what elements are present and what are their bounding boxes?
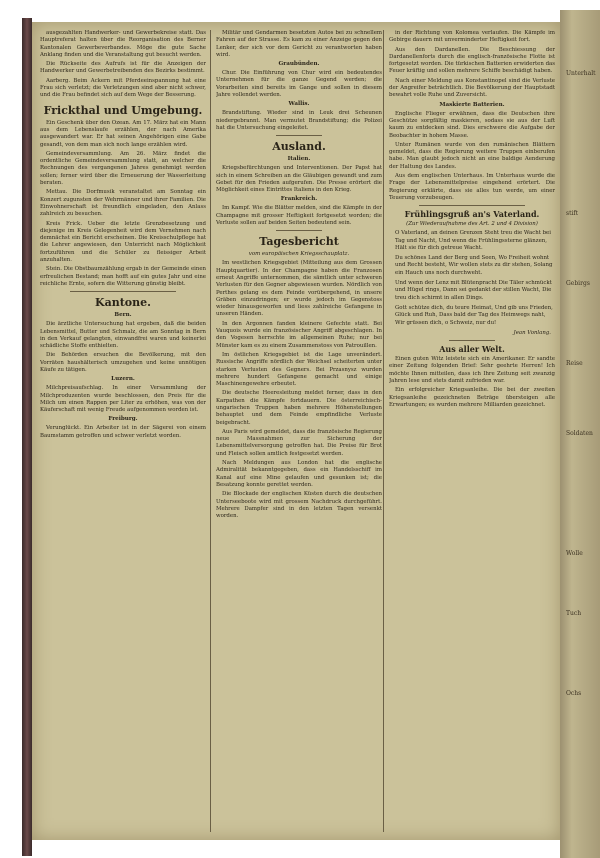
paragraph: Im westlichen Kriegsgebiet (Mitteilung aus dem Grossen Hauptquartier). In der Champagne haben die Franzosen erneut Angriffe unternommen, die sämtlich unter schweren Verlusten für den Gegner abgewiesen wurden. Nördlich von Perthes gelang es dem Feinde vorübergehend, in unsere Gräben einzudringen; er wurde jedoch im Gegenstoss wieder hinausgeworfen und liess zahlreiche Gefangene in unseren Händen. (216, 260, 382, 318)
paragraph: Unter Rumänen wurde von den rumänischen Blättern gemeldet, dass die Regierung weitere Truppen einberufen habe. Man glaubt jedoch nicht an eine baldige Aenderung der Haltung des Landes. (389, 141, 555, 170)
paragraph: Kreis Frick. Ueber die letzte Grenzbesetzung und diejenige im Kreis Gelegenheit wird dem Vernehmen nach demnächst ein Bericht erscheinen. Die Kreisschulpflege hat die Lehrer angewiesen, den Unterricht nach Möglichkeit fortzuführen und die Schüler zu fleissiger Arbeit anzuhalten. (40, 220, 206, 264)
paragraph: in der Richtung von Kolomea verlaufen. Die Kämpfe im Gebirge dauern mit unverminderter Heftigkeit fort. (389, 30, 555, 44)
edge-fragment: Gebirgs (566, 280, 590, 287)
paragraph: In den Argonnen fanden kleinere Gefechte statt. Bei Vauquois wurde ein französischer Angriff abgeschlagen. In den Vogesen herrschte im allgemeinen Ruhe; nur bei Münster kam es zu einem Zusammenstoss von Patrouillen. (216, 320, 382, 349)
paragraph: Milchpreisaufschlag. In einer Versammlung der Milchproduzenten wurde beschlossen, den Preis für die Milch um einen Rappen per Liter zu erhöhen, was von der Käuferschaft mit wenig Freude aufgenommen worden ist. (40, 385, 206, 414)
paragraph: Nach einer Meldung aus Konstantinopel sind die Verluste der Angreifer beträchtlich. Die Bevölkerung der Hauptstadt bewahrt volle Ruhe und Zuversicht. (389, 77, 555, 99)
edge-fragment: Tuch (566, 610, 582, 617)
divider (449, 340, 495, 341)
paragraph: Englische Flieger erwähnen, dass die Deutschen ihre Geschütze sorgfältig maskieren, sodass sie aus der Luft kaum zu entdecken sind. Dies erschwere die Aufgabe der Beobachter in hohem Masse. (389, 110, 555, 139)
binding-spine (22, 18, 32, 856)
adjacent-page-edge (560, 10, 600, 858)
paragraph: Militär und Gendarmen besetzten Autos bei zu schnellem Fahren auf der Strasse. Es kam zu einer Anzeige gegen den Lenker, der sich vor dem Gericht zu verantworten haben wird. (216, 30, 382, 58)
paragraph: Die Blockade der englischen Küsten durch die deutschen Unterseeboote wird mit grossem Nachdruck durchgeführt. Mehrere Dampfer sind in den letzten Tagen versenkt worden. (216, 491, 382, 520)
paragraph: Verunglückt. Ein Arbeiter ist in der Sägerei von einem Baumstamm getroffen und schwer verletzt worden. (40, 425, 206, 439)
subheading: Italien. (287, 156, 311, 163)
column-1 (40, 30, 206, 832)
paragraph: Kriegsbefürchtungen und Interventionen. Der Papst hat sich in einem Schreiben an die Gläubigen gewandt und zum Gebet für den Frieden aufgerufen. Die Presse erörtert die Möglichkeit eines Eintrittes Italiens in den Krieg. (216, 165, 382, 194)
paragraph: Ein erfolgreicher Kriegsanleihe. Die bei der zweiten Kriegsanleihe gezeichneten Beträge übersteigen alle Erwartungen; es wurden mehrere Milliarden gezeichnet. (389, 387, 555, 408)
paragraph: Nach Meldungen aus London hat die englische Admiralität bekanntgegeben, dass ein Handelsschiff im Kanal auf eine Mine gelaufen und gesunken ist; die Besatzung konnte gerettet werden. (216, 460, 382, 488)
paragraph: Chur. Die Einführung von Chur wird ein bedeutendes Unternehmen für die ganze Gegend werden; die Vorarbeiten sind bereits im Gange und sollen in diesem Jahre vollendet werden. (216, 70, 382, 99)
column-3 (389, 30, 555, 832)
poem-stanza: Gott schütze dich, du teure Heimat, Und gib uns Frieden, Glück und Ruh, Dass bald der Tag des Heimwegs naht, Wir grüssen dich, o Schweiz, nur du! (395, 304, 553, 326)
poem-stanza: Und wenn der Lenz mit Blütenpracht Die Täler schmückt und Hügel rings, Dann sei gedankt der stillen Wacht, Die treu dich schirmt in allen Dings. (395, 280, 552, 301)
paragraph: Ein Geschenk über den Ozean. Am 17. März hat ein Mann aus dem Lebenslaufe erzählen, der nach Amerika ausgewandert war. Er hat seinen Angehörigen eine Gabe gesandt, von dem man sich noch lange erzählen wird. (40, 119, 206, 148)
edge-fragment: Reise (566, 360, 583, 367)
edge-fragment: Soldaten (566, 430, 593, 437)
paragraph: Aus dem englischen Unterhaus. Im Unterhaus wurde die Frage der Lebensmittelpreise eingehend erörtert. Die Regierung erklärte, dass sie alles tun werde, um einer Teuerung vorzubeugen. (389, 173, 555, 201)
section-heading: Aus aller Welt. (439, 344, 505, 355)
paragraph: Im östlichen Kriegsgebiet ist die Lage unverändert. Russische Angriffe nördlich der Weichsel scheiterten unter starken Verlusten des Gegners. Bei Przasnysz wurden mehrere hundert Gefangene gemacht und einige Maschinengewehre erbeutet. (216, 351, 382, 388)
subheading: Maskierte Batterien. (439, 101, 505, 108)
edge-fragment: Wolle (566, 550, 583, 557)
paragraph: Die deutsche Heeresleitung meldet ferner, dass in den Karpathen die Kämpfe fortdauern. Die österreichisch-ungarischen Truppen haben mehrere Höhenstellungen behauptet und dem Feinde empfindliche Verluste beigebracht. (216, 390, 382, 426)
edge-fragment: Unterhalt (566, 70, 596, 77)
paragraph: Im Kampf. Wie die Blätter melden, sind die Kämpfe in der Champagne mit grosser Heftigkeit fortgesetzt worden; die Verluste sollen auf beiden Seiten bedeutend sein. (216, 205, 382, 227)
column-2 (216, 30, 382, 832)
paragraph: Die Behörden ersuchen die Bevölkerung, mit den Vorräten haushälterisch umzugehen und keine unnötigen Käufe zu tätigen. (40, 352, 206, 373)
poem-subtitle: (Zur Wiederaufnahme des Art. 2 und 4 Division) (406, 221, 538, 228)
divider (70, 291, 176, 292)
poem-stanza: O Vaterland, an deinen Grenzen Steht treu die Wacht bei Tag und Nacht, Und wenn die Frühlingssterne glänzen, Hält sie für dich getreue Wacht. (395, 230, 551, 251)
section-heading: Ausland. (272, 140, 326, 154)
paragraph: Die ärztliche Untersuchung hat ergeben, daß die beiden Lebensmittel, Butter und Schmalz, die am Sonntag in Bern in den Verkauf gelangten, einwandfrei waren und keinerlei schädliche Stoffe enthielten. (40, 321, 206, 350)
subheading: vom europäischen Kriegsschauplatz. (248, 251, 350, 258)
paragraph: Mettau. Die Dorfmusik veranstaltet am Sonntag ein Konzert zugunsten der Wehrmänner und ihrer Familien. Die Einwohnerschaft ist freundlich eingeladen, den Anlass zahlreich zu besuchen. (40, 189, 206, 218)
subheading: Frankreich. (280, 196, 318, 203)
edge-fragment: stift (566, 210, 579, 217)
paragraph: Aus Paris wird gemeldet, dass die französische Regierung neue Massnahmen zur Sicherung der Lebensmittelversorgung getroffen hat. Die Preise für Brot und Fleisch sollen amtlich festgesetzt werden. (216, 428, 382, 457)
poem-stanza: Du schönes Land der Berg und Seen, Wo Freiheit wohnt und Recht besteht, Wir wollen stets zu dir stehen, Solang ein Hauch uns noch durchweht. (395, 255, 553, 276)
divider (419, 205, 525, 206)
section-heading: Frickthal und Umgebung. (43, 103, 203, 117)
paragraph: Aus den Dardanellen. Die Beschiessung der Dardanellenforts durch die englisch-französische Flotte ist fortgesetzt worden. Die türkischen Batterien erwiderten das Feuer kräftig und sollen mehrere Schiffe beschädigt haben. (389, 46, 555, 75)
divider (276, 230, 322, 231)
paragraph: Die Rückseite des Aufrufs ist für die Anzeigen der Handwerker und Gewerbetreibenden des Bezirks bestimmt. (40, 61, 206, 75)
divider (276, 135, 322, 136)
newspaper-page (32, 22, 560, 840)
subheading: Wallis. (288, 101, 310, 108)
column-rule (210, 30, 211, 832)
section-heading: Tagesbericht (259, 235, 339, 249)
paragraph: Stein. Die Obstbaumzählung ergab in der Gemeinde einen erfreulichen Bestand; man hofft auf ein gutes Jahr und eine reichliche Ernte, sofern die Witterung günstig bleibt. (40, 266, 206, 287)
poem-title: Frühlingsgruß an's Vaterland. (404, 209, 540, 220)
paragraph: ausgezahlten Handwerker- und Gewerbekreise statt. Das Hauptreferat halten über die Reorganisation des Berner Kantonalen Gewerbeverbandes. Möge die gute Sache Anklang finden und die Veranstaltung gut besucht werden. (40, 30, 206, 58)
section-heading: Kantone. (95, 296, 151, 310)
paragraph: Einen guten Witz leistete sich ein Amerikaner. Er sandte einer Zeitung folgenden Brief: Sehr geehrte Herren! Ich möchte Ihnen mitteilen, dass ich Ihre Zeitung seit zwanzig Jahren lese und stets damit zufrieden war. (389, 356, 555, 384)
edge-fragment: Ochs (566, 690, 582, 697)
paragraph: Brandstiftung. Wieder sind in Leuk drei Scheunen niedergebrannt. Man vermutet Brandstiftung; die Polizei hat die Untersuchung eingeleitet. (216, 110, 382, 131)
paragraph: Gemeindeversammlung. Am 26. März findet die ordentliche Gemeindeversammlung statt, an welcher die Rechnungen des vergangenen Jahres genehmigt werden sollen; ferner wird über die Erneuerung der Wasserleitung beraten. (40, 150, 206, 187)
subheading: Bern. (114, 312, 132, 319)
subheading: Luzern. (111, 376, 135, 383)
paragraph: Aarberg. Beim Ackern mit Pferdeeinspannung hat eine Frau sich verletzt; die Verletzungen sind aber nicht schwer, und die Frau befindet sich auf dem Wege der Besserung. (40, 77, 206, 99)
poem-signature: Jean Vonlang. (513, 329, 551, 336)
subheading: Freiburg. (108, 416, 138, 423)
column-rule (383, 30, 384, 832)
subheading: Graubünden. (278, 61, 320, 68)
poem (389, 230, 555, 327)
